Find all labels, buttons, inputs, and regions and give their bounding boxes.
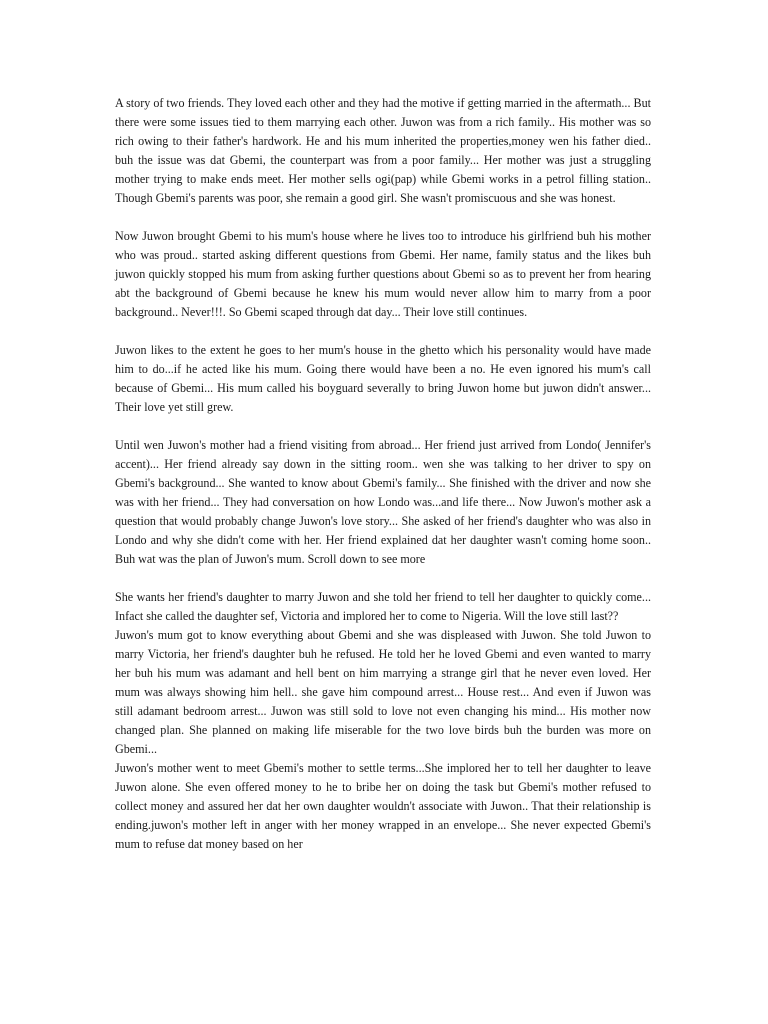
paragraph-victoria: She wants her friend's daughter to marry Juwon and she told her friend to tell her daughter to quickly come... Infact she called the daughter sef, Victoria and implored her to come to Nigeria. Will the love still last?? [115, 590, 651, 623]
paragraph-settle-terms: Juwon's mother went to meet Gbemi's mother to settle terms...She implored her to tell her daughter to leave Juwon alone. She even offered money to he to bribe her on doing the task but Gbemi's mother refused to collect money and assured her dat her own daughter wouldn't associate with Juwon.. That their relationship is ending.juwon's mother left in anger with her money wrapped in an envelope... She never expected Gbemi's mum to refuse dat money based on her [115, 761, 651, 851]
paragraph-mum-displeased: Juwon's mum got to know everything about Gbemi and she was displeased with Juwon. She told Juwon to marry Victoria, her friend's daughter buh he refused. He told her he loved Gbemi and even wanted to marry her buh his mum was adamant and hell bent on him marrying a strange girl that he never even loved. Her mum was always showing him hell.. she gave him compound arrest... House rest... And even if Juwon was still adamant bedroom arrest... Juwon was still sold to love not even changing his mind... His mother now changed plan. She planned on making life miserable for the two love birds buh the burden was more on Gbemi... [115, 628, 651, 756]
paragraph-ghetto-visits: Juwon likes to the extent he goes to her mum's house in the ghetto which his personality would have made him to do...if he acted like his mum. Going there would have been a no. He even ignored his mum's call because of Gbemi... His mum called his boyguard severally to bring Juwon home but juwon didn't answer... Their love yet still grew. [115, 343, 651, 414]
document-page [115, 94, 651, 854]
paragraph-intro: A story of two friends. They loved each other and they had the motive if getting married in the aftermath... But there were some issues tied to them marrying each other. Juwon was from a rich family.. His mother was so rich owing to their father's hardwork. He and his mum inherited the properties,money wen his father died.. buh the issue was dat Gbemi, the counterpart was from a poor family... Her mother was just a struggling mother trying to make ends meet. Her mother sells ogi(pap) while Gbemi works in a petrol filling station.. Though Gbemi's parents was poor, she remain a good girl. She wasn't promiscuous and she was honest. [115, 96, 651, 205]
paragraph-friend-from-abroad: Until wen Juwon's mother had a friend visiting from abroad... Her friend just arrived from Londo( Jennifer's accent)... Her friend already say down in the sitting room.. wen she was talking to her driver to spy on Gbemi's background... She wanted to know about Gbemi's family... She finished with the driver and now she was with her friend... They had conversation on how Londo was...and life there... Now Juwon's mother ask a question that would probably change Juwon's love story... She asked of her friend's daughter who was also in Londo and why she didn't come with her. Her friend explained dat her daughter wasn't coming home soon.. Buh wat was the plan of Juwon's mum. Scroll down to see more [115, 438, 651, 566]
paragraph-meeting-mother: Now Juwon brought Gbemi to his mum's house where he lives too to introduce his girlfriend buh his mother who was proud.. started asking different questions from Gbemi. Her name, family status and the likes buh juwon quickly stopped his mum from asking further questions about Gbemi so as to prevent her from hearing abt the background of Gbemi because he knew his mum would never allow him to marry from a poor background.. Never!!!. So Gbemi scaped through dat day... Their love still continues. [115, 229, 651, 319]
